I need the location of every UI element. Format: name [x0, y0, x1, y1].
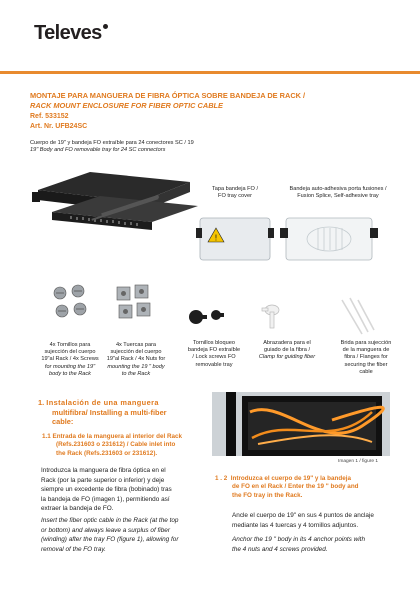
section-1-2-number: 1 . 2	[215, 475, 228, 482]
acc0-l3: 19"al Rack / 4x Screws	[41, 356, 99, 363]
acc1-l5: to the Rack	[121, 370, 151, 377]
logo-dot	[103, 24, 108, 29]
s1-es-4: extraer la bandeja de FO.	[41, 505, 114, 513]
s1-en-2: (winding) after the tray FO (figure 1), allowing for	[41, 536, 179, 544]
section-1-2-body-es	[232, 511, 400, 530]
s12-en-0: Anchor the 19 " body in its 4 anchor points with	[232, 536, 365, 543]
s1-es-0: Introduzca la manguera de fibra óptica en el	[41, 467, 166, 474]
section-1-title	[38, 398, 188, 427]
product-desc-es: Cuerpo de 19" y bandeja FO extraíble para 24 conectores SC /	[30, 140, 188, 146]
product-desc-en-1: 19	[187, 140, 194, 146]
accessory-caption-nuts	[100, 342, 172, 378]
s12-es-1: mediante las 4 tuercas y 4 tornillos adjuntos.	[232, 521, 359, 529]
brand-name: Televes	[34, 22, 102, 44]
section-1-2-l2: de FO en el Rack / Enter the 19 " body and	[232, 483, 359, 491]
section-1-2-l1: Introduzca el cuerpo de 19" y la bandeja	[230, 475, 351, 482]
section-1-title-l3: cable:	[52, 417, 74, 426]
section-1-2-body-en	[232, 535, 400, 554]
acc0-l5: body to the Rack	[49, 370, 91, 377]
tray-cover-es: Tapa bandeja FO /	[211, 186, 259, 192]
s1-en-0: Insert the fiber optic cable in the Rack (at the top	[41, 517, 179, 524]
acc2-l2: bandeja FO extraíble	[187, 347, 241, 354]
figure-1-photo	[212, 392, 390, 456]
figure-1-caption: Imagen 1 / figure 1	[338, 459, 378, 464]
tray-cover-en: FO tray cover	[218, 193, 252, 200]
product-description	[30, 140, 270, 154]
acc0-l2: sujección del cuerpo	[44, 349, 96, 356]
acc0-l1: 4x Tornillos para	[49, 342, 91, 348]
s1-es-1: Rack (por la parte superior o inferior) y deje	[41, 476, 165, 484]
acc2-l3: / Lock screws FO	[192, 354, 236, 361]
acc2-l4: removable tray	[195, 361, 233, 368]
acc3-l2: guiado de la fibra /	[263, 347, 311, 354]
acc1-l2: sujección del cuerpo	[110, 349, 162, 356]
section-1-number: 1.	[38, 398, 45, 407]
splice-tray-caption	[276, 186, 400, 200]
section-1-1-l2: (Refs.231603 o 231612) / Cable inlet into	[56, 441, 176, 449]
reference-block	[30, 112, 87, 132]
title-es: MONTAJE PARA MANGUERA DE FIBRA ÓPTICA SOBRE BANDEJA DE RACK /	[30, 91, 306, 100]
title-en: RACK MOUNT ENCLOSURE FOR FIBER OPTIC CABLE	[30, 101, 223, 110]
s1-en-1: or bottom) and always leave a surplus of fiber	[41, 526, 170, 534]
acc2-l1: Tornillos bloqueo	[193, 340, 235, 346]
acc3-l1: Abrazadera para el	[263, 340, 311, 346]
s1-es-3: la bandeja de FO (imagen 1), permitiendo así	[41, 495, 170, 503]
acc4-l5: cable	[359, 368, 373, 375]
acc3-l3: Clamp for guiding fiber	[258, 354, 316, 361]
section-1-title-l1: Instalación de una manguera	[46, 398, 159, 407]
splice-tray-image	[280, 210, 378, 268]
s1-en-3: removal of the FO tray.	[41, 545, 106, 553]
section-1-1-l1: Entrada de la manguera al interior del Rack	[52, 433, 182, 440]
accessory-caption-flanges	[330, 340, 402, 376]
s12-es-0: Ancle el cuerpo de 19" en sus 4 puntos de anclaje	[232, 512, 374, 519]
splice-tray-es: Bandeja auto-adhesiva porta fusiones /	[289, 186, 387, 192]
clamp-image	[258, 298, 288, 332]
header-divider	[0, 71, 420, 74]
section-1-1-body-es	[41, 466, 193, 514]
brand-logo	[34, 22, 107, 45]
rack-enclosure-image	[30, 160, 200, 245]
screws-image	[50, 283, 92, 323]
acc1-l1: 4x Tuercas para	[115, 342, 157, 348]
section-1-title-l2: multifibra/ Installing a multi-fiber	[52, 407, 167, 417]
lock-screws-image	[186, 303, 226, 333]
acc4-l3: fibra / Flanges for	[344, 354, 388, 361]
s1-es-2: siempre un excedente de fibra (bobinado) tras	[41, 486, 172, 494]
acc1-l4: mounting the 19 " body	[107, 363, 165, 370]
accessory-caption-clamp	[250, 340, 324, 362]
accessory-caption-screws	[36, 342, 104, 378]
section-1-2-title	[215, 475, 395, 500]
acc1-l3: 19"al Rack / 4x Nuts for	[106, 356, 166, 363]
product-desc-en-2: 19" Body and FO removable tray for 24 SC connectors	[30, 147, 166, 154]
section-1-1-title	[42, 433, 192, 458]
section-1-2-l3: the FO tray in the Rack.	[232, 491, 303, 499]
s12-en-1: the 4 nuts and 4 screws provided.	[232, 545, 328, 553]
splice-tray-en: Fusion Splice, Self-adhesive tray	[297, 193, 379, 200]
acc4-l4: securing the fiber	[344, 361, 388, 368]
svg-text:!: !	[214, 233, 218, 243]
section-1-1-number: 1.1	[42, 433, 51, 440]
acc0-l4: for mounting the 19"	[44, 363, 96, 370]
nuts-image	[113, 283, 155, 323]
acc4-l1: Brida para sujección	[340, 340, 392, 346]
ref-number: Ref. 533152	[30, 113, 69, 120]
acc4-l2: de la manguera de	[342, 347, 390, 354]
fo-tray-cover-image	[196, 210, 274, 268]
section-1-1-body-en	[41, 516, 193, 554]
accessory-caption-lock-screws	[176, 340, 252, 369]
section-1-1-l3: the Rack (Refs.231603 or 231612).	[56, 449, 158, 457]
art-number: Art. Nr. UFB24SC	[30, 123, 88, 130]
flanges-image	[338, 296, 378, 338]
tray-cover-caption	[196, 186, 274, 200]
page-title	[30, 91, 390, 111]
